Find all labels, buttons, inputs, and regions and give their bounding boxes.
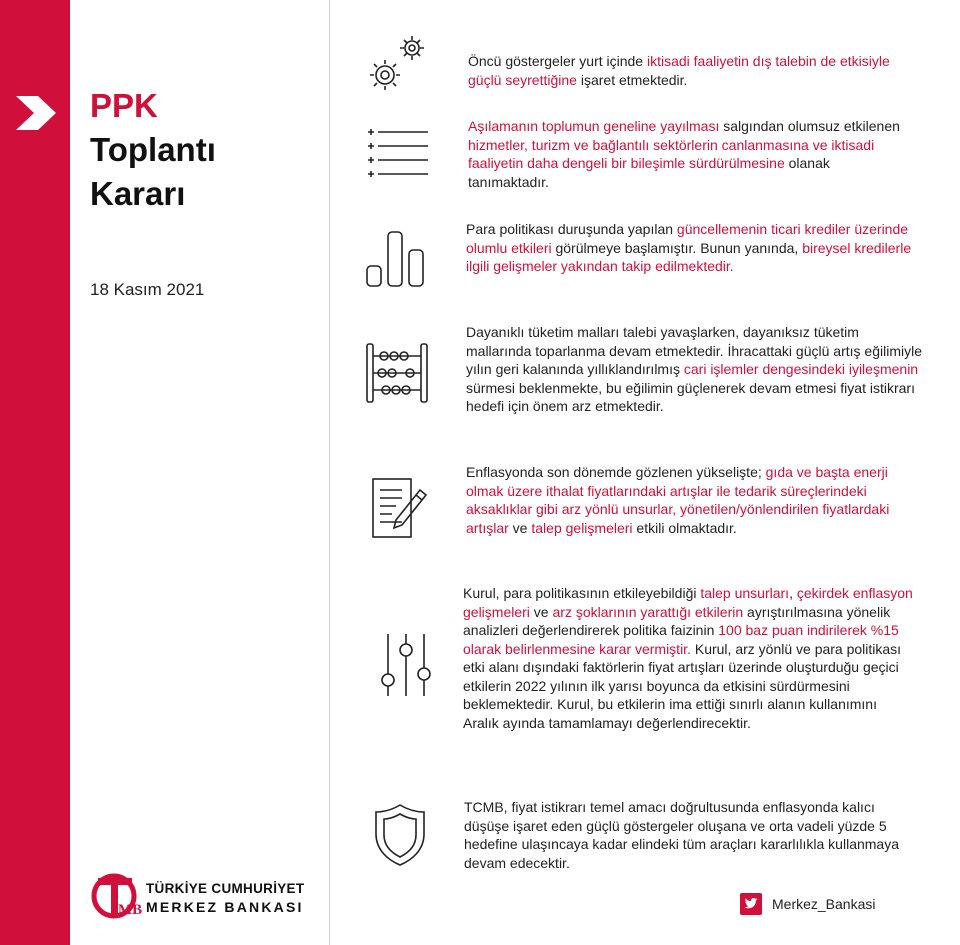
list-icon — [364, 128, 430, 180]
body-text: Kurul, para politikasının etkileyebildiği — [463, 585, 701, 601]
body-text: ayrıştırılmasına yönelik analizleri değerlendirerek politika faizinin — [463, 603, 891, 638]
body-text: görülmeye başlamıştır. Bunun yanında, — [551, 239, 803, 256]
section-text — [468, 117, 908, 191]
shield-icon — [372, 802, 428, 868]
body-text: ve — [508, 519, 532, 536]
section-text — [466, 220, 912, 276]
highlighted-text: talep unsurları — [700, 585, 790, 601]
body-text: ve — [529, 603, 553, 620]
highlighted-text: talep gelişmeleri — [531, 519, 633, 536]
section-text — [468, 52, 898, 89]
twitter-handle[interactable]: Merkez_Bankasi — [772, 896, 876, 912]
highlighted-text: Aşılamanın toplumun geneline yayılması — [468, 118, 720, 134]
meeting-date: 18 Kasım 2021 — [90, 280, 205, 299]
body-text: Kurul, arz yönlü ve para politikası etki alanı dışındaki faktörlerin fiyat artışları üzerinde oluşturduğu geçici etkilerin 2022 yılının ilk yarısı boyunca da etkisini sürdürmesini beklemektedir. Kurul, bu etkilerin ima ettiği sınırlı alanın kullanımını Aralık ayında tamamlamayı değerlendirecektir. — [463, 640, 902, 731]
body-text: TCMB, fiyat istikrarı temel amacı doğrultusunda enflasyonda kalıcı düşüşe işaret eden güçlü göstergeler oluşana ve orta vadeli yüzde 5 hedefine ulaşıncaya kadar elindeki tüm araçları kararlılıkla kullanmaya devam edecektir. — [464, 799, 899, 871]
document-pen-icon — [370, 476, 432, 542]
section-text — [466, 463, 910, 537]
highlighted-text: arz şoklarının yarattığı etkilerin — [552, 603, 744, 620]
bar-chart-icon — [364, 228, 430, 290]
highlighted-text: hizmetler, turizm ve bağlantılı sektörlerin canlanmasına ve iktisadi faaliyetin daha dengeli bir bileşimle sürdürülmesine — [468, 136, 875, 171]
body-text: Para politikası duruşunda yapılan — [466, 221, 677, 237]
highlighted-text: iktisadi faaliyetin dış talebin de etkisiyle güçlü seyrettiğine — [468, 53, 890, 88]
highlighted-text: gıda ve başta enerji olmak üzere ithalat fiyatlarındaki artışlar ile tedarik süreçlerindeki aksaklıklar gibi arz yönlü unsurlar, yönetilen/yönlendirilen fiyatlardaki artışlar — [466, 464, 890, 536]
red-side-strip — [0, 0, 70, 945]
highlighted-text: 100 baz puan indirilerek %15 olarak belirlenmesine karar vermiştir. — [463, 622, 899, 657]
section-text — [464, 798, 910, 872]
svg-text:MB: MB — [118, 902, 142, 918]
logo-line2: MERKEZ BANKASI — [146, 899, 304, 915]
page-title-ppk: PPK — [90, 87, 158, 124]
body-text: etkili olmaktadır. — [632, 519, 737, 536]
highlighted-text: cari işlemler dengesindeki iyileşmenin — [683, 361, 919, 377]
body-text: Enflasyonda son dönemde gözlenen yükselişte; — [466, 464, 766, 480]
page-title-line3: Kararı — [90, 175, 186, 212]
abacus-icon — [364, 340, 430, 406]
logo-line1: TÜRKİYE CUMHURİYET — [146, 881, 305, 896]
body-text: işaret etmektedir. — [576, 71, 688, 88]
tcmb-monogram-icon — [88, 872, 142, 920]
section-text — [463, 584, 913, 732]
body-text: olanak tanımaktadır. — [468, 155, 830, 190]
highlighted-text: güncellemenin ticari krediler üzerinde olumlu etkileri — [466, 221, 909, 256]
left-panel — [70, 0, 329, 945]
body-text: , — [789, 585, 797, 601]
vertical-divider — [329, 0, 330, 945]
page-title-line2: Toplantı — [90, 131, 216, 168]
highlighted-text: çekirdek enflasyon gelişmeleri — [463, 585, 913, 620]
chevron-right-icon — [16, 96, 56, 130]
body-text: salgından olumsuz etkilenen — [719, 118, 900, 134]
gears-icon — [364, 32, 430, 98]
body-text: sürmesi beklenmekte, bu eğilimin güçlenerek devam etmesi fiyat istikrarı hedefi için önem arz etmektedir. — [466, 379, 915, 414]
body-text: Öncü göstergeler yurt içinde — [468, 53, 647, 69]
body-text: Dayanıklı tüketim malları talebi yavaşlarken, dayanıksız tüketim mallarında toparlanma devam etmektedir. İhracattaki güçlü artış eğilimiyle yılın geri kalanında yıllıklandırılmış — [466, 324, 922, 377]
twitter-icon[interactable] — [740, 893, 762, 915]
highlighted-text: bireysel kredilerle ilgili gelişmeler yakından takip edilmektedir. — [466, 239, 912, 274]
section-text — [466, 323, 928, 416]
sliders-icon — [378, 630, 434, 700]
